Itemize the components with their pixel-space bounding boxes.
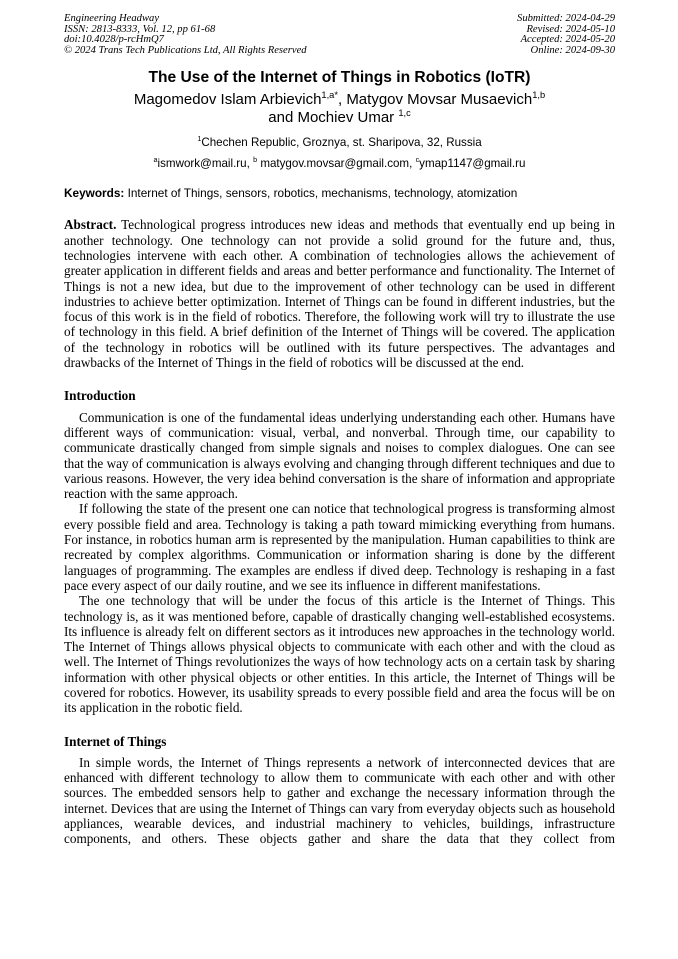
email-link[interactable]: ymap1147@gmail.ru — [419, 157, 526, 171]
date-revised: Revised: 2024-05-10 — [526, 23, 615, 35]
journal-copyright: © 2024 Trans Tech Publications Ltd, All Rights Reserved — [64, 44, 307, 56]
paragraph: The one technology that will be under the focus of this article is the Internet of Things. This technology is, as it was mentioned before, capable of drastically changing well-established ecosystems. Its influence is already felt on different sectors as it introduces new approaches in the technology world. The Internet of Things allows physical objects to communicate with each other and with the cloud as well. The Internet of Things revolutionizes the ways of how technology acts on a certain task by sharing information with other physical objects or other entities. In this article, the Internet of Things will be covered for robotics. However, its usability spreads to every possible field and area the focus will be on its application in the robotic field. — [64, 593, 615, 716]
journal-info — [64, 14, 307, 56]
abstract-label: Abstract. — [64, 217, 117, 233]
paragraph: In simple words, the Internet of Things represents a network of interconnected devices that are enhanced with different technology to allow them to communicate with each other and with other sources. The embedded sensors help to gather and exchange the necessary information through the internet. Devices that are using the Internet of Things can vary from everyday objects such as household appliances, wearable devices, and industrial machinery to vehicles, buildings, infrastructure components, and others. These objects gather and share the data that they collect from — [64, 754, 615, 847]
author-name: Matygov Movsar Musaevich — [346, 91, 533, 109]
paper-title: The Use of the Internet of Things in Robotics (IoTR) — [148, 69, 531, 87]
email-marker: a — [153, 155, 158, 165]
keywords-label: Keywords: — [64, 186, 125, 201]
date-accepted: Accepted: 2024-05-20 — [520, 34, 615, 46]
section-introduction — [64, 410, 615, 716]
author-separator: and — [268, 109, 298, 127]
date-submitted: Submitted: 2024-04-29 — [517, 13, 615, 24]
author-affiliation-marker: 1,a* — [321, 90, 338, 101]
date-online: Online: 2024-09-30 — [530, 44, 615, 56]
section-internet-of-things — [64, 755, 615, 847]
paragraph: Communication is one of the fundamental ideas underlying understanding each other. Humans have different ways of communication: visual, verbal, and nonverbal. Through time, our capability to communicate drastically changed from simple signals and noises to complex dialogues. One can see that the way of communication is always evolving and changing through different techniques and due to various reasons. However, the very idea behind conversation is the share of information and appropriate reaction with the same approach. — [64, 409, 615, 502]
author-separator: , — [337, 91, 347, 109]
journal-doi[interactable]: doi:10.4028/p-rcHmQ7 — [64, 34, 164, 46]
abstract-text: Technological progress introduces new ideas and methods that eventually end up being in another technology. One technology can not provide a solid ground for the future and, thus, technologies intervene with each other. A combination of technologies allows the achievement of greater application in different fields and areas and better performance and functionality. The Internet of Things is not a new idea, but due to the improvement of other technology can be used in different industries to achieve better optimization. Internet of Things can be found in different industries, but the focus of this work is in the field of robotics. Therefore, the following work will try to illustrate the use of technology in this field. A brief definition of the Internet of Things will be covered. The application of the technology in robotics will be outlined with its future perspectives. The advantages and drawbacks of the Internet of Things in the field of robotics will be discussed at the end. — [64, 217, 615, 371]
email-marker: c — [415, 155, 420, 165]
journal-header — [64, 14, 615, 56]
email-marker: b — [253, 155, 258, 165]
affiliation-text: Chechen Republic, Groznya, st. Sharipova, 32, Russia — [201, 136, 482, 150]
author-name: Magomedov Islam Arbievich — [133, 91, 322, 109]
email-link[interactable]: matygov.movsar@gmail.com — [260, 157, 410, 171]
journal-name: Engineering Headway — [64, 13, 160, 24]
journal-issn: ISSN: 2813-8333, Vol. 12, pp 61-68 — [64, 23, 216, 35]
abstract — [64, 217, 615, 370]
publication-dates — [517, 14, 615, 56]
section-heading-internet-of-things: Internet of Things — [64, 733, 167, 749]
email-link[interactable]: ismwork@mail.ru — [157, 157, 247, 171]
author-name: Mochiev Umar — [297, 109, 395, 127]
affiliation-marker: 1 — [197, 134, 202, 144]
author-affiliation-marker: 1,c — [398, 108, 411, 119]
author-affiliation-marker: 1,b — [532, 90, 546, 101]
keywords — [64, 186, 615, 200]
paragraph: If following the state of the present one can notice that technological progress is transforming almost every possible field and area. Technology is taking a path toward mimicking everything from humans. For instance, in robotics human arm is represented by the manipulation. Human capabilities to think are recreated by complex algorithms. Communication or information sharing is done by the different languages of programming. The examples are endless if dived deep. Technology is reshaping in a fast pace every aspect of our daily routine, and we see its influence in different manifestations. — [64, 501, 615, 593]
paper-page — [64, 14, 615, 847]
affiliation — [64, 136, 615, 150]
email-list: $^a$ismwork@mail.ru, $^b$ matygov.movsar@gmail.com, $^c$ymap1147@gmail.ru — [153, 155, 526, 171]
section-heading-introduction: Introduction — [64, 388, 136, 404]
keywords-text: Internet of Things, sensors, robotics, mechanisms, technology, atomization — [127, 186, 518, 201]
author-list — [64, 91, 615, 127]
